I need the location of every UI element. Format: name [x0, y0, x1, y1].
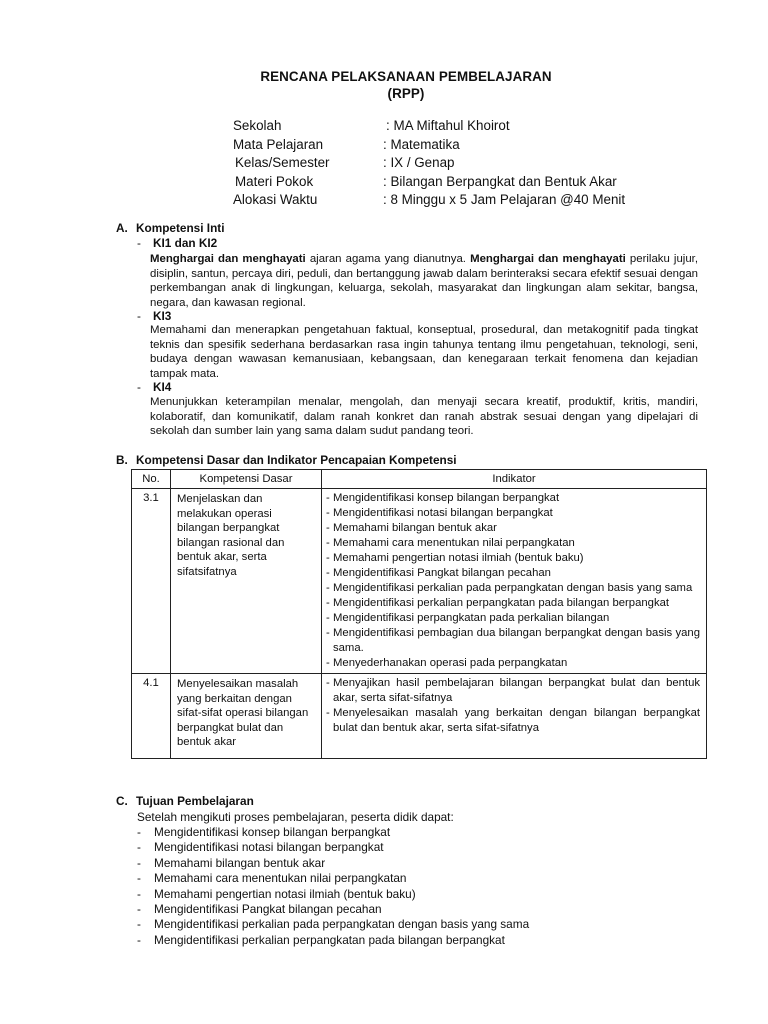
section-a-heading [116, 221, 224, 235]
ki3-heading [137, 309, 171, 323]
list-item: - Memahami pengertian notasi ilmiah (bentuk baku) [137, 886, 416, 901]
ki3-text: Memahami dan menerapkan pengetahuan faktual, konseptual, prosedural, dan metakognitif pada tingkat teknis dan spesifik sederhana berdasarkan rasa ingin tahunya tentang ilmu pengetahuan, teknologi, seni, budaya dengan wawasan kemanusiaan, kebangsaan, dan kenegaraan terkait fenomena dan kejadian tampak mata. [150, 324, 698, 380]
objective-text: Mengidentifikasi notasi bilangan berpangkat [154, 840, 384, 855]
objectives-intro: Setelah mengikuti proses pembelajaran, peserta didik dapat: [137, 810, 454, 824]
indicator-text: Memahami pengertian notasi ilmiah (bentuk baku) [333, 552, 584, 564]
indicator-text: Menyajikan hasil pembelajaran bilangan berpangkat bulat dan bentuk akar, serta sifat-sifatnya [333, 677, 700, 704]
section-c-heading [116, 794, 254, 808]
table-row [132, 489, 707, 674]
paragraph-text: ajaran agama yang dianutnya. [305, 253, 471, 265]
indicator-item: - Menyederhanakan operasi pada perpangkatan [326, 656, 700, 671]
section-title: Kompetensi Inti [136, 221, 225, 235]
list-dash: - [137, 236, 141, 250]
list-item: - Memahami bilangan bentuk akar [137, 855, 326, 870]
info-value: : Bilangan Berpangkat dan Bentuk Akar [383, 173, 617, 189]
section-title: Tujuan Pembelajaran [136, 794, 254, 808]
row-kd: Menjelaskan dan melakukan operasi bilangan berpangkat bilangan rasional dan bentuk akar, serta sifatsifatnya [171, 489, 322, 674]
objectives-list [137, 825, 529, 948]
ki-title: KI4 [153, 380, 172, 394]
section-title: Kompetensi Dasar dan Indikator Pencapaian Kompetensi [136, 453, 457, 467]
indicator-item: - Mengidentifikasi Pangkat bilangan pecahan [326, 566, 700, 581]
indicator-text: Menyelesaikan masalah yang berkaitan dengan bilangan berpangkat bulat dan bentuk akar, serta sifat-sifatnya [333, 707, 700, 734]
info-value: : MA Miftahul Khoirot [386, 118, 510, 133]
table-row [132, 674, 707, 759]
indicator-text: Mengidentifikasi notasi bilangan berpangkat [333, 507, 553, 519]
emphasis: Menghargai dan menghayati [150, 253, 306, 265]
section-letter: C. [116, 794, 128, 808]
list-item: - Mengidentifikasi perkalian perpangkatan pada bilangan berpangkat [137, 932, 505, 947]
ki4-heading [137, 380, 171, 394]
ki12-heading [137, 236, 217, 250]
info-label: Kelas/Semester [235, 155, 330, 170]
objective-text: Mengidentifikasi Pangkat bilangan pecahan [154, 901, 382, 916]
ki-title: KI1 dan KI2 [153, 236, 218, 250]
indicator-item: - Menyelesaikan masalah yang berkaitan dengan bilangan berpangkat bulat dan bentuk akar, serta sifat-sifatnya [326, 707, 700, 734]
info-value: : 8 Minggu x 5 Jam Pelajaran @40 Menit [383, 192, 626, 207]
indicator-item: - Memahami cara menentukan nilai perpangkatan [326, 536, 700, 551]
row-indicators [322, 489, 707, 674]
indicator-text: Memahami cara menentukan nilai perpangkatan [333, 537, 575, 549]
header-kd: Kompetensi Dasar [171, 470, 322, 489]
document-title: RENCANA PELAKSANAAN PEMBELAJARAN [260, 69, 552, 84]
list-dash: - [137, 380, 141, 394]
indicator-item: - Memahami bilangan bentuk akar [326, 521, 700, 536]
row-kd: Menyelesaikan masalah yang berkaitan dengan sifat-sifat operasi bilangan berpangkat bulat dan bentuk akar [171, 674, 322, 759]
info-label: Alokasi Waktu [233, 192, 318, 207]
info-value: : Matematika [383, 136, 460, 152]
objective-text: Memahami pengertian notasi ilmiah (bentuk baku) [154, 886, 416, 901]
info-value: : IX / Genap [383, 155, 455, 170]
indicator-item: - Menyajikan hasil pembelajaran bilangan berpangkat bulat dan bentuk akar, serta sifat-sifatnya [326, 677, 700, 704]
list-item: - Mengidentifikasi konsep bilangan berpangkat [137, 825, 391, 839]
indicator-item: - Memahami pengertian notasi ilmiah (bentuk baku) [326, 551, 700, 566]
list-item: - Mengidentifikasi Pangkat bilangan pecahan [137, 901, 382, 916]
section-letter: B. [116, 453, 128, 467]
list-item: - Mengidentifikasi perkalian pada perpangkatan dengan basis yang sama [137, 917, 530, 932]
row-indicators [322, 674, 707, 759]
ki4-text: Menunjukkan keterampilan menalar, mengolah, dan menyaji secara kreatif, produktif, kritis, mandiri, kolaboratif, dan komunikatif, dalam ranah konkret dan ranah abstrak sesuai dengan yang dipelajari di sekolah dan sumber lain yang sama dalam sudut pandang teori. [150, 396, 698, 437]
header-indikator: Indikator [322, 470, 707, 489]
info-label: Materi Pokok [235, 173, 314, 189]
emphasis: Menghargai dan menghayati [470, 253, 626, 265]
list-item: - Memahami cara menentukan nilai perpangkatan [137, 871, 407, 886]
indicator-text: Menyederhanakan operasi pada perpangkatan [333, 657, 568, 669]
indicator-text: Mengidentifikasi perpangkatan pada perkalian bilangan [333, 612, 610, 624]
indicator-text: Mengidentifikasi pembagian dua bilangan berpangkat dengan basis yang sama. [333, 627, 700, 654]
indicator-text: Memahami bilangan bentuk akar [333, 522, 497, 534]
indicator-item: - Mengidentifikasi perpangkatan pada perkalian bilangan [326, 611, 700, 626]
indicator-item: - Mengidentifikasi perkalian pada perpangkatan dengan basis yang sama [326, 581, 700, 596]
indicator-item: - Mengidentifikasi notasi bilangan berpangkat [326, 506, 700, 521]
document-subtitle: (RPP) [387, 86, 425, 101]
section-letter: A. [116, 221, 128, 235]
objective-text: Memahami bilangan bentuk akar [154, 855, 326, 870]
ki12-text [150, 252, 698, 310]
table-header-row [132, 470, 707, 489]
indicator-text: Mengidentifikasi perkalian perpangkatan pada bilangan berpangkat [333, 597, 670, 609]
paragraph-text: perilaku jujur, disiplin, santun, percaya diri, peduli, dan bertanggung jawab dalam berinteraksi secara efektif sesuai dengan perkembangan anak di lingkungan, keluarga, sekolah, masyarakat dan lingkungan alam sekitar, bangsa, negara, dan kawasan regional. [150, 253, 698, 309]
list-dash: - [137, 309, 141, 323]
indicator-text: Mengidentifikasi Pangkat bilangan pecahan [333, 567, 551, 579]
indicator-item: - Mengidentifikasi perkalian perpangkatan pada bilangan berpangkat [326, 596, 700, 611]
section-b-heading [116, 453, 457, 467]
ki-title: KI3 [153, 309, 172, 323]
objective-text: Mengidentifikasi perkalian perpangkatan pada bilangan berpangkat [154, 932, 505, 947]
objective-text: Memahami cara menentukan nilai perpangkatan [154, 871, 407, 886]
row-number: 4.1 [132, 674, 171, 759]
objective-text: Mengidentifikasi konsep bilangan berpangkat [154, 825, 391, 839]
indicator-text: Mengidentifikasi konsep bilangan berpangkat [333, 492, 560, 504]
info-label: Mata Pelajaran [233, 136, 324, 152]
row-number: 3.1 [132, 489, 171, 674]
list-item: - Mengidentifikasi notasi bilangan berpangkat [137, 840, 384, 855]
info-label: Sekolah [233, 118, 282, 133]
objective-text: Mengidentifikasi perkalian pada perpangkatan dengan basis yang sama [154, 917, 530, 932]
indicator-item: - Mengidentifikasi pembagian dua bilangan berpangkat dengan basis yang sama. [326, 627, 700, 654]
indicator-text: Mengidentifikasi perkalian pada perpangkatan dengan basis yang sama [333, 582, 693, 594]
competency-table [131, 469, 707, 759]
header-no: No. [132, 470, 171, 489]
indicator-item: - Mengidentifikasi konsep bilangan berpangkat [326, 491, 700, 506]
